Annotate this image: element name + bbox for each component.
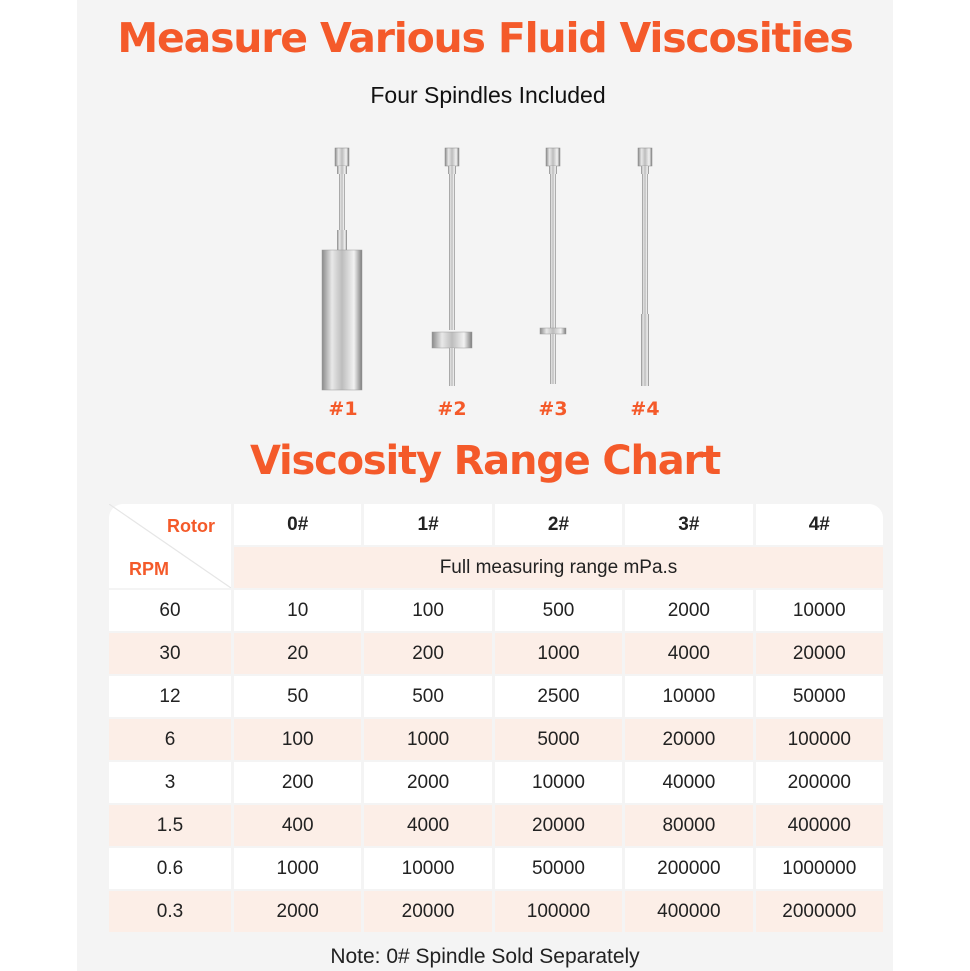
spindle-3-label: #3 xyxy=(538,398,568,420)
spindle-1-image xyxy=(318,140,366,392)
range-cell: 50000 xyxy=(495,848,622,889)
range-cell: 5000 xyxy=(495,719,622,760)
table-row xyxy=(109,848,883,889)
range-cell: 4000 xyxy=(364,805,491,846)
range-cell: 400 xyxy=(234,805,361,846)
table-row xyxy=(109,676,883,717)
range-cell: 80000 xyxy=(625,805,752,846)
range-cell: 2000 xyxy=(234,891,361,932)
range-cell: 40000 xyxy=(625,762,752,803)
rotor-header: 4# xyxy=(756,504,883,545)
range-cell: 50 xyxy=(234,676,361,717)
range-cell: 20000 xyxy=(756,633,883,674)
spindle-3-image xyxy=(537,140,569,392)
table-row xyxy=(109,633,883,674)
spindle-4-image xyxy=(632,140,658,392)
range-cell: 200 xyxy=(364,633,491,674)
range-cell: 10 xyxy=(234,590,361,631)
range-cell: 20000 xyxy=(495,805,622,846)
range-cell: 100000 xyxy=(495,891,622,932)
range-cell: 100000 xyxy=(756,719,883,760)
range-cell: 200000 xyxy=(756,762,883,803)
range-cell: 1000 xyxy=(495,633,622,674)
range-cell: 50000 xyxy=(756,676,883,717)
range-cell: 2000 xyxy=(364,762,491,803)
range-cell: 500 xyxy=(364,676,491,717)
table-row xyxy=(109,891,883,932)
page-title: Measure Various Fluid Viscosities xyxy=(117,14,853,62)
table-row xyxy=(109,762,883,803)
spindle-1-label: #1 xyxy=(328,398,358,420)
range-cell: 10000 xyxy=(495,762,622,803)
range-cell: 500 xyxy=(495,590,622,631)
rpm-label: RPM xyxy=(129,559,169,579)
viscosity-range-table xyxy=(106,502,886,934)
range-cell: 200 xyxy=(234,762,361,803)
table-header-row xyxy=(109,504,883,545)
range-cell: 100 xyxy=(364,590,491,631)
spindle-2-image xyxy=(430,140,474,392)
range-cell: 2000 xyxy=(625,590,752,631)
range-cell: 100 xyxy=(234,719,361,760)
range-cell: 400000 xyxy=(625,891,752,932)
table-corner-cell xyxy=(109,504,231,588)
chart-title: Viscosity Range Chart xyxy=(249,438,721,484)
range-cell: 20000 xyxy=(364,891,491,932)
rotor-header: 0# xyxy=(234,504,361,545)
range-cell: 1000000 xyxy=(756,848,883,889)
range-cell: 20000 xyxy=(625,719,752,760)
rpm-cell: 0.6 xyxy=(109,848,231,889)
footnote: Note: 0# Spindle Sold Separately xyxy=(330,945,640,968)
rpm-cell: 6 xyxy=(109,719,231,760)
range-cell: 2000000 xyxy=(756,891,883,932)
range-cell: 10000 xyxy=(364,848,491,889)
rpm-cell: 12 xyxy=(109,676,231,717)
rotor-header: 1# xyxy=(364,504,491,545)
spindle-4-label: #4 xyxy=(630,398,660,420)
spindle-2-label: #2 xyxy=(437,398,467,420)
rotor-header: 2# xyxy=(495,504,622,545)
range-cell: 20 xyxy=(234,633,361,674)
range-cell: 4000 xyxy=(625,633,752,674)
range-cell: 200000 xyxy=(625,848,752,889)
table-row xyxy=(109,719,883,760)
rotor-header: 3# xyxy=(625,504,752,545)
unit-label: Full measuring range mPa.s xyxy=(234,547,883,588)
range-cell: 10000 xyxy=(756,590,883,631)
table-row xyxy=(109,805,883,846)
rpm-cell: 3 xyxy=(109,762,231,803)
page-subtitle: Four Spindles Included xyxy=(370,82,606,108)
rpm-cell: 30 xyxy=(109,633,231,674)
table-row xyxy=(109,590,883,631)
range-cell: 1000 xyxy=(364,719,491,760)
rpm-cell: 60 xyxy=(109,590,231,631)
range-cell: 2500 xyxy=(495,676,622,717)
rpm-cell: 0.3 xyxy=(109,891,231,932)
range-cell: 400000 xyxy=(756,805,883,846)
rotor-label: Rotor xyxy=(167,516,215,536)
range-cell: 10000 xyxy=(625,676,752,717)
rpm-cell: 1.5 xyxy=(109,805,231,846)
range-cell: 1000 xyxy=(234,848,361,889)
